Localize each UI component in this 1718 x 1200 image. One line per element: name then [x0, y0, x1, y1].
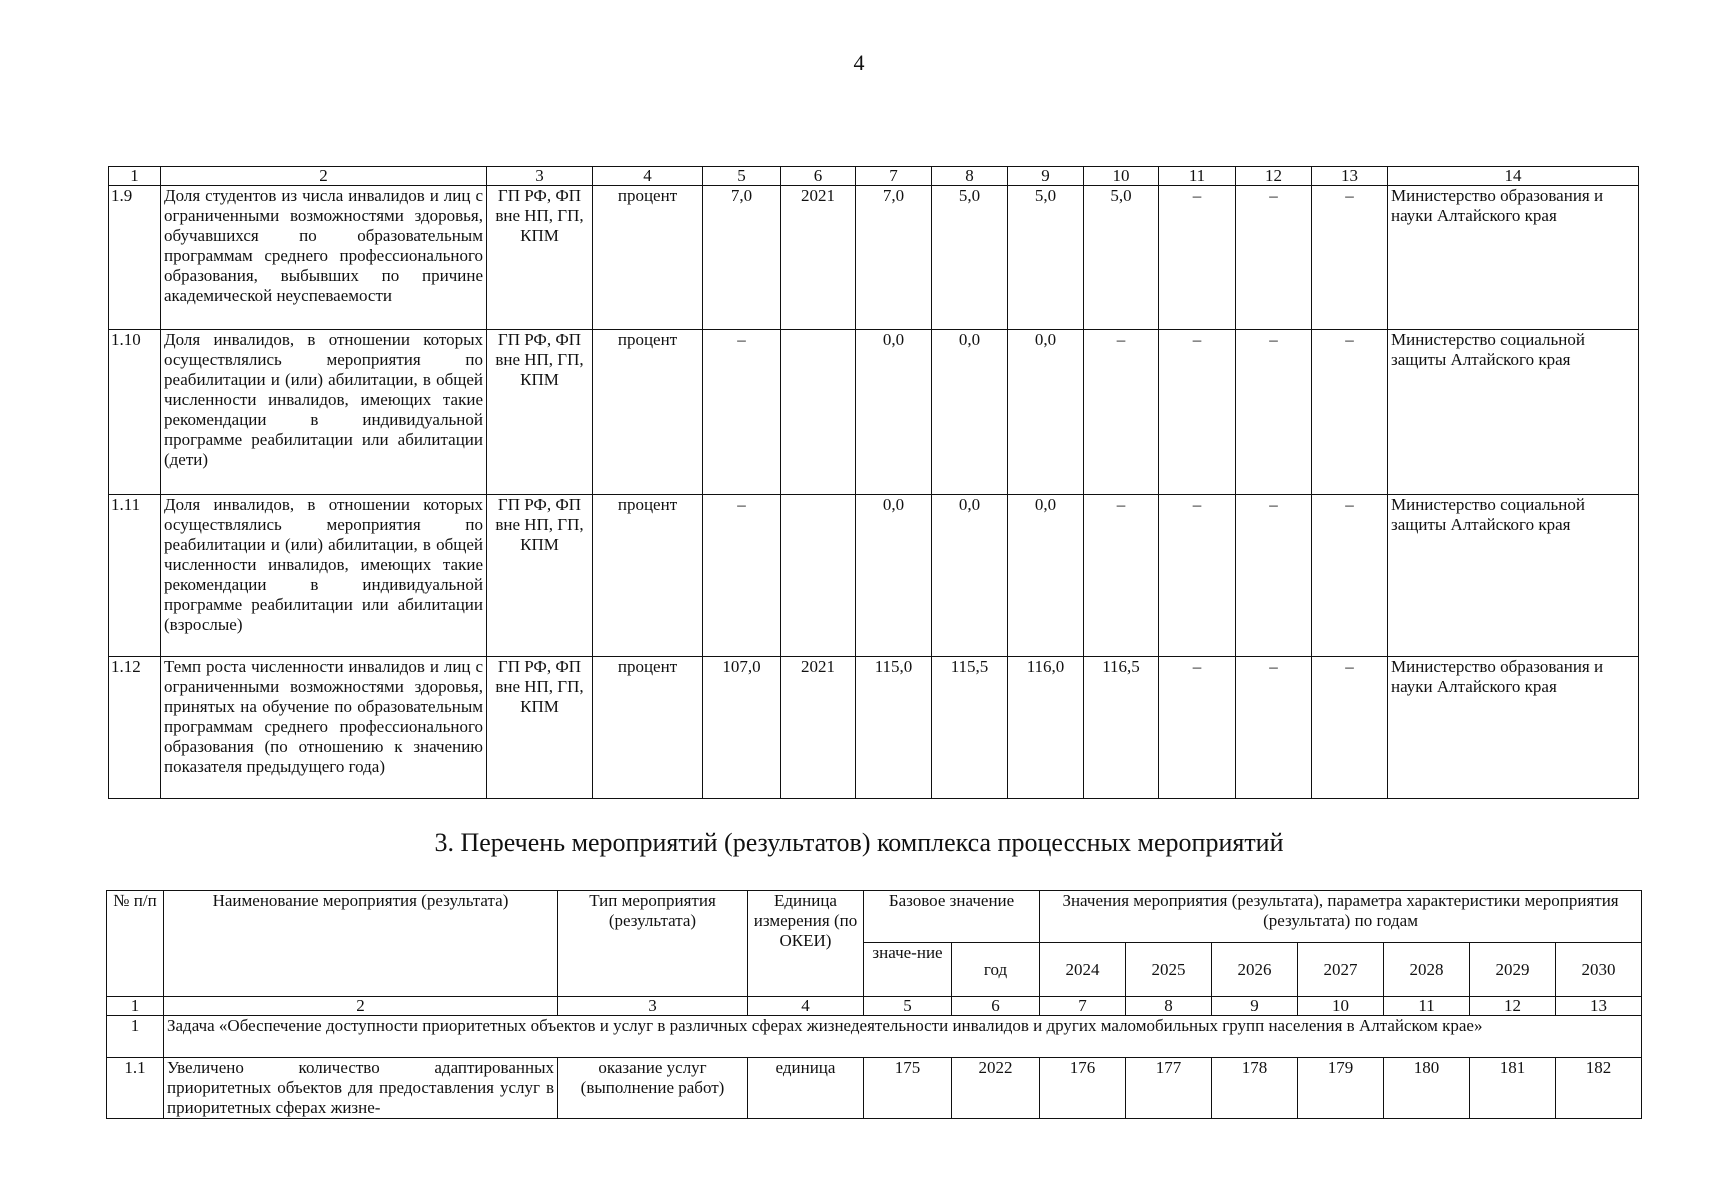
column-number: 5 [864, 997, 952, 1016]
responsible-body: Министерство образования и науки Алтайского края [1388, 657, 1639, 799]
column-number: 8 [1126, 997, 1212, 1016]
indicator-level: ГП РФ, ФП вне НП, ГП, КПМ [487, 186, 593, 330]
indicator-level: ГП РФ, ФП вне НП, ГП, КПМ [487, 330, 593, 495]
unit: процент [593, 330, 703, 495]
column-number: 11 [1384, 997, 1470, 1016]
value-cell: 180 [1384, 1058, 1470, 1119]
base-year: 2022 [952, 1058, 1040, 1119]
row-number: 1.10 [109, 330, 161, 495]
base-year [781, 330, 856, 495]
value-cell: 181 [1470, 1058, 1556, 1119]
page-number: 4 [853, 50, 865, 75]
column-number: 1 [109, 167, 161, 186]
unit: единица [748, 1058, 864, 1119]
column-number: 7 [1040, 997, 1126, 1016]
measure-type: оказание услуг (выполнение работ) [558, 1058, 748, 1119]
column-number-row [109, 167, 1639, 186]
value-cell: – [1236, 657, 1312, 799]
header-base-value: значе-ние [864, 943, 952, 997]
column-number: 4 [593, 167, 703, 186]
unit: процент [593, 495, 703, 657]
table-row [109, 186, 1639, 330]
column-number: 7 [856, 167, 932, 186]
value-cell: 0,0 [1008, 330, 1084, 495]
column-number: 6 [952, 997, 1040, 1016]
value-cell: 5,0 [932, 186, 1008, 330]
base-year: 2021 [781, 186, 856, 330]
value-cell: – [1084, 495, 1159, 657]
column-number: 12 [1236, 167, 1312, 186]
unit: процент [593, 186, 703, 330]
header-num: № п/п [107, 891, 164, 997]
header-base-year: год [952, 943, 1040, 997]
value-cell: 182 [1556, 1058, 1642, 1119]
column-number: 10 [1298, 997, 1384, 1016]
value-cell: 115,5 [932, 657, 1008, 799]
column-number: 3 [487, 167, 593, 186]
measures-table [106, 890, 1642, 1119]
value-cell: 116,0 [1008, 657, 1084, 799]
header-year: 2024 [1040, 943, 1126, 997]
column-number: 4 [748, 997, 864, 1016]
row-number: 1.1 [107, 1058, 164, 1119]
indicator-level: ГП РФ, ФП вне НП, ГП, КПМ [487, 495, 593, 657]
base-year [781, 495, 856, 657]
indicator-name: Доля инвалидов, в отношении которых осуществлялись мероприятия по реабилитации и (или) абилитации, в общей численности инвалидов, имеющих такие рекомендации в индивидуальной программе реабилитации или абилитации (взрослые) [161, 495, 487, 657]
column-number: 8 [932, 167, 1008, 186]
value-cell: 7,0 [856, 186, 932, 330]
column-number: 14 [1388, 167, 1639, 186]
value-cell: – [1312, 330, 1388, 495]
value-cell: 0,0 [856, 495, 932, 657]
indicators-table [108, 166, 1639, 799]
header-row [107, 891, 1642, 943]
task-text: Задача «Обеспечение доступности приоритетных объектов и услуг в различных сферах жизнедеятельности инвалидов и других маломобильных групп населения в Алтайском крае» [164, 1016, 1642, 1058]
value-cell: – [1312, 495, 1388, 657]
row-number: 1.12 [109, 657, 161, 799]
value-cell: 0,0 [856, 330, 932, 495]
value-cell: 5,0 [1084, 186, 1159, 330]
table-row [109, 495, 1639, 657]
value-cell: – [1236, 495, 1312, 657]
row-number: 1.9 [109, 186, 161, 330]
value-cell: 0,0 [932, 495, 1008, 657]
indicator-name: Доля инвалидов, в отношении которых осуществлялись мероприятия по реабилитации и (или) абилитации, в общей численности инвалидов, имеющих такие рекомендации в индивидуальной программе реабилитации или абилитации (дети) [161, 330, 487, 495]
value-cell: 115,0 [856, 657, 932, 799]
header-year: 2027 [1298, 943, 1384, 997]
header-year: 2028 [1384, 943, 1470, 997]
header-unit: Единица измерения (по ОКЕИ) [748, 891, 864, 997]
column-number: 13 [1556, 997, 1642, 1016]
column-number-row [107, 997, 1642, 1016]
row-number: 1.11 [109, 495, 161, 657]
header-year: 2029 [1470, 943, 1556, 997]
value-cell: 116,5 [1084, 657, 1159, 799]
column-number: 12 [1470, 997, 1556, 1016]
base-value: – [703, 330, 781, 495]
table-row [107, 1058, 1642, 1119]
responsible-body: Министерство образования и науки Алтайского края [1388, 186, 1639, 330]
responsible-body: Министерство социальной защиты Алтайского края [1388, 495, 1639, 657]
table-row [109, 330, 1639, 495]
column-number: 5 [703, 167, 781, 186]
header-name: Наименование мероприятия (результата) [164, 891, 558, 997]
column-number: 9 [1008, 167, 1084, 186]
indicator-level: ГП РФ, ФП вне НП, ГП, КПМ [487, 657, 593, 799]
value-cell: 178 [1212, 1058, 1298, 1119]
table-row [109, 657, 1639, 799]
base-value: 175 [864, 1058, 952, 1119]
task-number: 1 [107, 1016, 164, 1058]
column-number: 3 [558, 997, 748, 1016]
value-cell: 176 [1040, 1058, 1126, 1119]
column-number: 9 [1212, 997, 1298, 1016]
base-year: 2021 [781, 657, 856, 799]
value-cell: – [1159, 657, 1236, 799]
column-number: 6 [781, 167, 856, 186]
value-cell: – [1236, 330, 1312, 495]
value-cell: – [1084, 330, 1159, 495]
value-cell: – [1159, 495, 1236, 657]
value-cell: – [1159, 330, 1236, 495]
column-number: 10 [1084, 167, 1159, 186]
value-cell: 0,0 [932, 330, 1008, 495]
column-number: 11 [1159, 167, 1236, 186]
value-cell: – [1236, 186, 1312, 330]
column-number: 2 [164, 997, 558, 1016]
header-values: Значения мероприятия (результата), параметра характеристики мероприятия (результата) по годам [1040, 891, 1642, 943]
base-value: 107,0 [703, 657, 781, 799]
responsible-body: Министерство социальной защиты Алтайского края [1388, 330, 1639, 495]
value-cell: 179 [1298, 1058, 1384, 1119]
base-value: – [703, 495, 781, 657]
unit: процент [593, 657, 703, 799]
value-cell: 5,0 [1008, 186, 1084, 330]
value-cell: 177 [1126, 1058, 1212, 1119]
header-type: Тип мероприятия (результата) [558, 891, 748, 997]
indicator-name: Темп роста численности инвалидов и лиц с ограниченными возможностями здоровья, принятых на обучение по образовательным программам среднего профессионального образования (по отношению к значению показателя предыдущего года) [161, 657, 487, 799]
value-cell: 0,0 [1008, 495, 1084, 657]
header-year: 2030 [1556, 943, 1642, 997]
column-number: 13 [1312, 167, 1388, 186]
value-cell: – [1312, 186, 1388, 330]
measure-name: Увеличено количество адаптированных приоритетных объектов для предоставления услуг в приоритетных сферах жизне- [164, 1058, 558, 1119]
column-number: 1 [107, 997, 164, 1016]
value-cell: – [1159, 186, 1236, 330]
column-number: 2 [161, 167, 487, 186]
task-row [107, 1016, 1642, 1058]
value-cell: – [1312, 657, 1388, 799]
base-value: 7,0 [703, 186, 781, 330]
header-year: 2025 [1126, 943, 1212, 997]
indicator-name: Доля студентов из числа инвалидов и лиц с ограниченными возможностями здоровья, обучавшихся по образовательным программам среднего профессионального образования, выбывших по причине академической неуспеваемости [161, 186, 487, 330]
header-base: Базовое значение [864, 891, 1040, 943]
header-year: 2026 [1212, 943, 1298, 997]
section-title: 3. Перечень мероприятий (результатов) комплекса процессных мероприятий [434, 828, 1284, 857]
